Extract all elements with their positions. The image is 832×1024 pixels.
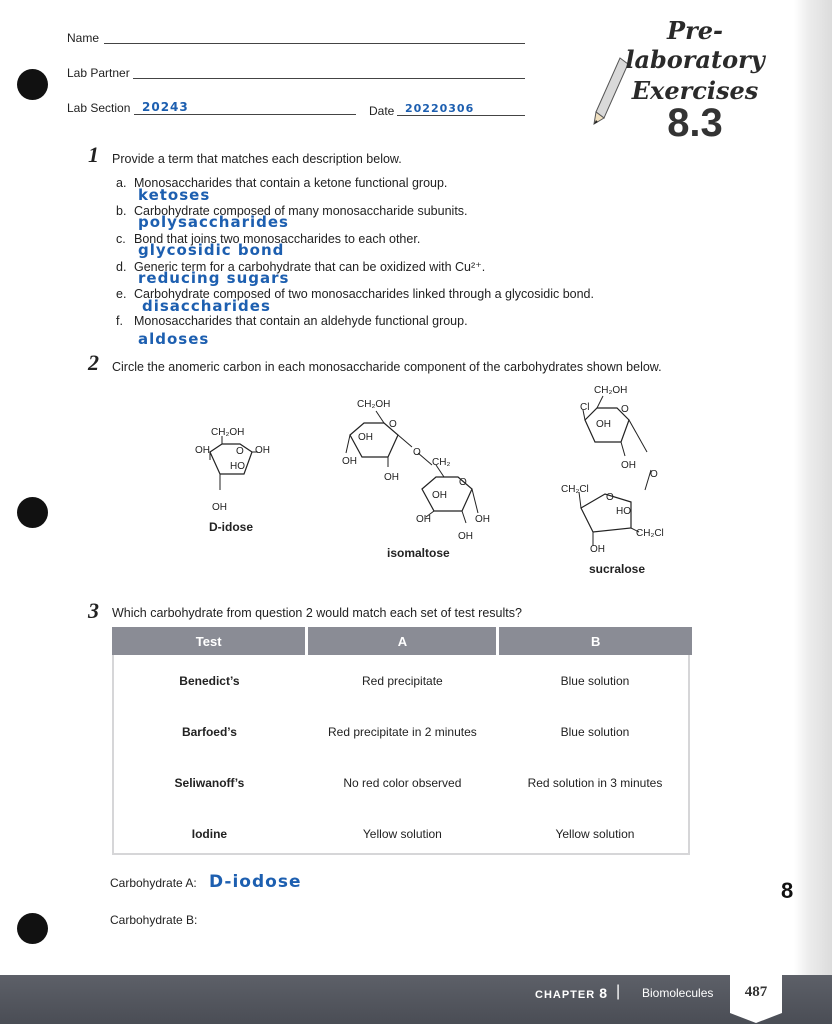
binder-hole (17, 913, 48, 944)
q1-item (116, 314, 468, 328)
footer-chapter (535, 985, 608, 1001)
lab-partner-label: Lab Partner (67, 66, 130, 80)
table-row (112, 655, 692, 706)
result-a: Red precipitate (362, 673, 443, 688)
item-letter: c. (116, 232, 126, 246)
carbohydrate-a-label: Carbohydrate A: (110, 876, 197, 890)
header-b: B (498, 627, 692, 655)
q1-answer[interactable]: aldoses (138, 330, 210, 348)
result-a: No red color observed (343, 775, 462, 790)
chem-label: OH (596, 419, 611, 430)
chem-label: CH₂OH (211, 427, 245, 438)
compound-name-sucralose: sucralose (589, 562, 646, 576)
chem-label: OH (212, 502, 227, 513)
page-edge (794, 0, 832, 975)
binder-hole (17, 497, 48, 528)
chem-label: O (413, 447, 421, 458)
item-letter: a. (116, 176, 127, 190)
chem-label: OH (432, 490, 447, 501)
chem-label: CH₂OH (357, 399, 391, 410)
chapter-label: CHAPTER (535, 989, 596, 1001)
chapter-title: Biomolecules (642, 986, 714, 1000)
item-text: Bond that joins two monosaccharides to each other. (134, 232, 421, 246)
chem-label: HO (230, 461, 245, 472)
chem-label: OH (342, 456, 357, 467)
item-letter: d. (116, 260, 127, 274)
chem-label: OH (195, 445, 210, 456)
item-text: Monosaccharides that contain a ketone functional group. (134, 176, 448, 190)
compound-name-d-idose: D-idose (209, 520, 254, 534)
test-name: Seliwanoff’s (174, 775, 245, 790)
date-value: 20220306 (405, 102, 475, 115)
footer-separator: | (616, 983, 621, 1000)
name-label: Name (67, 31, 100, 45)
table-header-row (112, 627, 692, 655)
chapter-tab-number: 8 (781, 878, 794, 903)
q2-prompt: Circle the anomeric carbon in each monosaccharide component of the carbohydrates shown below. (112, 360, 662, 374)
q1-answer[interactable]: reducing sugars (138, 269, 290, 287)
item-letter: b. (116, 204, 127, 218)
chem-label: Cl (580, 402, 590, 413)
lab-section-field[interactable] (134, 114, 356, 115)
q1-answer[interactable]: ketoses (138, 186, 211, 204)
chem-label: OH (475, 514, 490, 525)
q3-number: 3 (88, 598, 99, 623)
chem-label: O (389, 419, 397, 430)
q1-answer[interactable]: glycosidic bond (138, 241, 285, 259)
result-b: Blue solution (560, 673, 630, 688)
title-line-1: Pre-laboratory (625, 16, 765, 74)
q2-number: 2 (88, 350, 99, 375)
chem-label: OH (358, 432, 373, 443)
exercise-title (600, 16, 790, 146)
chem-label: OH (621, 460, 636, 471)
table-row (112, 706, 692, 757)
result-b: Blue solution (560, 724, 630, 739)
chem-label: OH (458, 531, 473, 542)
carbohydrate-a-answer[interactable]: D-iodose (209, 872, 302, 892)
lab-partner-field[interactable] (133, 78, 525, 79)
chem-label: OH (416, 514, 431, 525)
name-field[interactable] (104, 43, 525, 44)
chem-label: O (650, 469, 658, 480)
table-row (112, 757, 692, 808)
sucralose-structure (575, 390, 685, 560)
test-name: Iodine (191, 826, 228, 841)
chem-label: CH₂Cl (561, 484, 589, 495)
test-name: Barfoed’s (181, 724, 237, 739)
chem-label: CH₂Cl (636, 528, 664, 539)
item-letter: f. (116, 314, 123, 328)
chem-label: OH (384, 472, 399, 483)
q1-prompt: Provide a term that matches each description below. (112, 152, 402, 166)
item-letter: e. (116, 287, 127, 301)
chem-label: O (236, 446, 244, 457)
chem-label: CH₂ (432, 457, 451, 468)
chem-label: OH (590, 544, 605, 555)
compound-name-isomaltose: isomaltose (387, 546, 450, 560)
test-results-table (112, 627, 692, 859)
result-b: Yellow solution (555, 826, 635, 841)
q1-answer[interactable]: polysaccharides (138, 213, 289, 231)
item-text: Monosaccharides that contain an aldehyde functional group. (134, 314, 468, 328)
q3-prompt: Which carbohydrate from question 2 would match each set of test results? (112, 606, 522, 620)
header-test: Test (112, 627, 307, 655)
test-name: Benedict’s (179, 673, 240, 688)
result-a: Yellow solution (362, 826, 442, 841)
header-a: A (307, 627, 498, 655)
item-text: Generic term for a carbohydrate that can be oxidized with Cu²⁺. (134, 260, 486, 274)
q1-number: 1 (88, 142, 99, 167)
date-field[interactable] (397, 115, 525, 116)
chem-label: O (459, 477, 467, 488)
chem-label: O (606, 492, 614, 503)
title-line-2: Exercises (631, 76, 759, 105)
chapter-number: 8 (599, 985, 609, 1001)
q1-answer[interactable]: disaccharides (142, 297, 271, 315)
chem-label: CH₂OH (594, 385, 628, 396)
carbohydrate-b-label: Carbohydrate B: (110, 913, 198, 927)
date-label: Date (369, 104, 395, 118)
binder-hole (17, 69, 48, 100)
page-number: 487 (744, 984, 768, 1000)
chem-label: HO (616, 506, 631, 517)
chem-label: OH (255, 445, 270, 456)
exercise-number: 8.3 (667, 101, 723, 145)
item-text: Carbohydrate composed of many monosaccharide subunits. (134, 204, 468, 218)
chem-label: O (621, 404, 629, 415)
lab-section-value: 20243 (142, 100, 189, 114)
table-row (112, 808, 692, 859)
result-a: Red precipitate in 2 minutes (328, 724, 477, 739)
result-b: Red solution in 3 minutes (527, 775, 663, 790)
item-text: Carbohydrate composed of two monosaccharides linked through a glycosidic bond. (134, 287, 594, 301)
lab-section-label: Lab Section (67, 101, 131, 115)
